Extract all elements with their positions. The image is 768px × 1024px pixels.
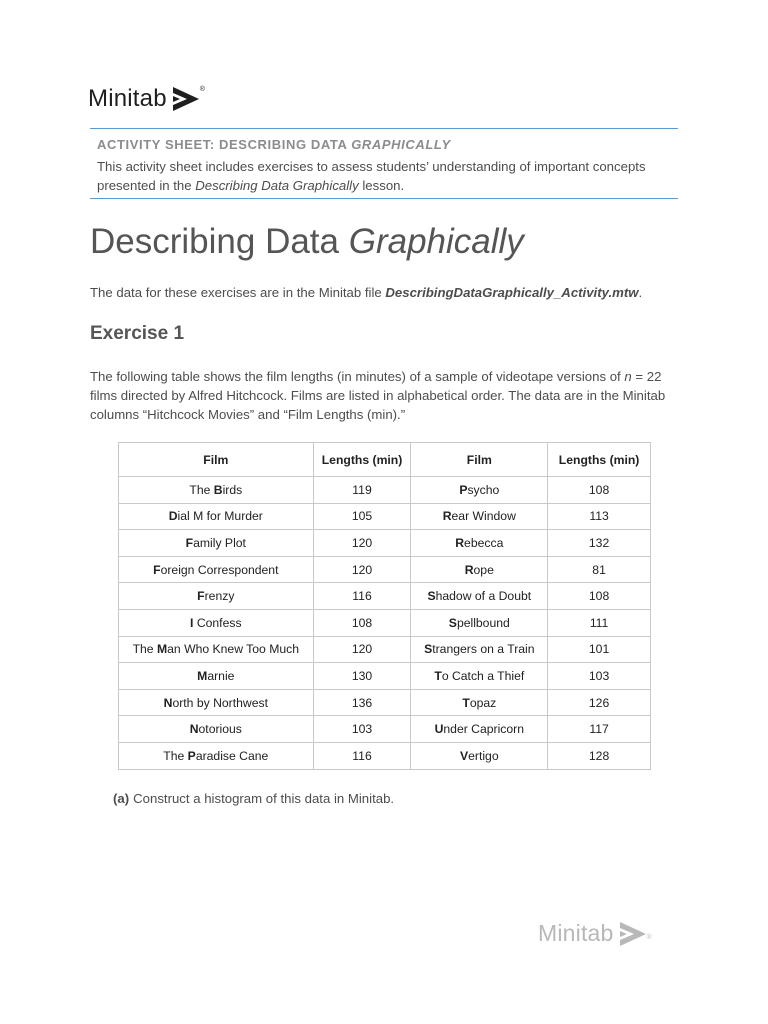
minitab-logo — [78, 72, 240, 126]
table-row — [119, 503, 651, 530]
column-header: Film — [119, 443, 314, 477]
table-row — [119, 609, 651, 636]
page-title: Describing Data Graphically — [90, 222, 524, 261]
question-text: Construct a histogram of this data in Minitab. — [133, 791, 395, 806]
column-header: Lengths (min) — [313, 443, 411, 477]
table-header-row — [119, 443, 651, 477]
table-row — [119, 477, 651, 504]
film-title-cell: Frenzy — [119, 583, 314, 610]
film-title-cell: Rebecca — [411, 530, 548, 557]
film-length-cell: 117 — [548, 716, 651, 743]
activity-sheet-title: ACTIVITY SHEET: DESCRIBING DATA GRAPHICALLY — [97, 137, 451, 152]
film-title-cell: Notorious — [119, 716, 314, 743]
banner-top-rule — [90, 128, 678, 129]
film-length-cell: 81 — [548, 556, 651, 583]
table-row — [119, 742, 651, 769]
question-a — [113, 791, 394, 806]
logo-wordmark: Minitab — [88, 85, 167, 112]
film-title-cell: Strangers on a Train — [411, 636, 548, 663]
column-header: Film — [411, 443, 548, 477]
film-title-cell: Rope — [411, 556, 548, 583]
table-row — [119, 636, 651, 663]
table-row — [119, 530, 651, 557]
table-row — [119, 716, 651, 743]
exercise-description: The following table shows the film lengths (in minutes) of a sample of videotape versions of n = 22 films directed by Alfred Hitchcock. Films are listed in alphabetical order. The data are in the Minitab columns “Hitchcock Movies” and “Film Lengths (min).” — [90, 369, 666, 422]
film-length-cell: 116 — [313, 742, 411, 769]
film-title-cell: Marnie — [119, 663, 314, 690]
table-row — [119, 583, 651, 610]
film-title-cell: Topaz — [411, 689, 548, 716]
registered-mark: ® — [646, 934, 652, 941]
film-length-cell: 105 — [313, 503, 411, 530]
film-length-cell: 120 — [313, 530, 411, 557]
film-title-cell: Shadow of a Doubt — [411, 583, 548, 610]
film-title-cell: I Confess — [119, 609, 314, 636]
film-title-cell: The Man Who Knew Too Much — [119, 636, 314, 663]
film-length-cell: 103 — [548, 663, 651, 690]
table-body — [119, 477, 651, 770]
film-length-cell: 116 — [313, 583, 411, 610]
film-length-cell: 126 — [548, 689, 651, 716]
film-title-cell: Foreign Correspondent — [119, 556, 314, 583]
minitab-footer-logo — [538, 920, 652, 947]
film-length-cell: 136 — [313, 689, 411, 716]
table-row — [119, 556, 651, 583]
film-length-cell: 120 — [313, 556, 411, 583]
film-length-cell: 132 — [548, 530, 651, 557]
film-title-cell: North by Northwest — [119, 689, 314, 716]
film-title-cell: Dial M for Murder — [119, 503, 314, 530]
film-length-cell: 119 — [313, 477, 411, 504]
film-length-cell: 111 — [548, 609, 651, 636]
data-file-note: The data for these exercises are in the Minitab file DescribingDataGraphically_Activity.mtw. — [90, 285, 643, 300]
film-title-cell: Psycho — [411, 477, 548, 504]
film-title-cell: Vertigo — [411, 742, 548, 769]
table-row — [119, 689, 651, 716]
registered-mark: ® — [199, 86, 205, 93]
question-label: (a) — [113, 791, 130, 806]
film-title-cell: The Birds — [119, 477, 314, 504]
film-length-cell: 113 — [548, 503, 651, 530]
film-title-cell: Family Plot — [119, 530, 314, 557]
film-length-cell: 128 — [548, 742, 651, 769]
data-file-name: DescribingDataGraphically_Activity.mtw — [385, 285, 639, 300]
film-length-cell: 101 — [548, 636, 651, 663]
film-title-cell: Under Capricorn — [411, 716, 548, 743]
minitab-arrow-icon — [173, 87, 199, 111]
minitab-arrow-icon — [620, 922, 646, 946]
film-lengths-table — [118, 442, 651, 770]
film-length-cell: 108 — [313, 609, 411, 636]
banner-bottom-rule — [90, 198, 678, 199]
footer-logo-wordmark: Minitab — [538, 920, 614, 946]
film-title-cell: Spellbound — [411, 609, 548, 636]
column-header: Lengths (min) — [548, 443, 651, 477]
activity-sheet-description: This activity sheet includes exercises to assess students’ understanding of important concepts presented in the Describing Data Graphically lesson. — [97, 159, 646, 193]
film-length-cell: 108 — [548, 477, 651, 504]
exercise-title: Exercise 1 — [90, 323, 185, 344]
film-length-cell: 108 — [548, 583, 651, 610]
film-title-cell: To Catch a Thief — [411, 663, 548, 690]
film-length-cell: 103 — [313, 716, 411, 743]
film-length-cell: 130 — [313, 663, 411, 690]
film-title-cell: The Paradise Cane — [119, 742, 314, 769]
film-length-cell: 120 — [313, 636, 411, 663]
table-row — [119, 663, 651, 690]
film-title-cell: Rear Window — [411, 503, 548, 530]
